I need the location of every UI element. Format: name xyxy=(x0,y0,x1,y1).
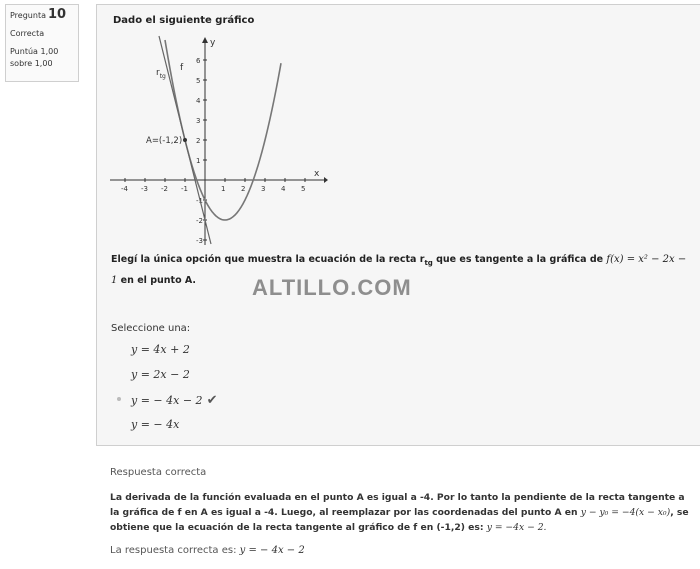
y-tick-label: 1 xyxy=(196,157,201,165)
point-a xyxy=(183,138,187,142)
y-axis-label: y xyxy=(210,38,216,48)
x-tick-label: 5 xyxy=(301,185,306,193)
question-status: Correcta xyxy=(10,29,45,38)
option-2[interactable]: y = 2x − 2 xyxy=(131,368,190,381)
option-3[interactable]: y = − 4x − 2 ✔ xyxy=(131,393,217,411)
y-axis-arrow xyxy=(202,37,208,43)
feedback-explanation: La derivada de la función evaluada en el punto A es igual a -4. Por lo tanto la pendiente de la recta tangente a la gráfica de f en A es igual a -4. Luego, al reemplazar por las coordenadas del punto A en y − y₀ = −4(x − x₀), se obtiene que la ecuación de la recta tangente al gráfico de f en (-1,2) es: y = −4x − 2. xyxy=(110,492,689,533)
option-4[interactable]: y = − 4x xyxy=(131,418,180,431)
selected-radio[interactable] xyxy=(117,397,121,401)
y-tick-label: 5 xyxy=(196,77,201,85)
x-tick-label: 3 xyxy=(261,185,266,193)
y-tick-label: -2 xyxy=(196,217,203,225)
x-axis-label: x xyxy=(314,169,320,179)
x-tick-label: 1 xyxy=(221,185,226,193)
y-tick-label: 2 xyxy=(196,137,201,145)
watermark: ALTILLO.COM xyxy=(252,275,412,300)
question-info-panel xyxy=(5,4,79,82)
function-expression: f(x) = x² − 2x − 1 xyxy=(111,254,687,286)
x-axis-arrow xyxy=(324,177,328,183)
option-1[interactable]: y = 4x + 2 xyxy=(131,343,190,356)
y-tick-label: -1 xyxy=(196,197,203,205)
question-content xyxy=(96,4,700,446)
x-tick-label: 2 xyxy=(241,185,246,193)
y-tick-label: -3 xyxy=(196,237,203,245)
y-tick-label: 6 xyxy=(196,57,201,65)
question-text: Elegí la única opción que muestra la ecuación de la recta $r_{tg}$ que es tangente a la gráfica de f(x) = x² − 2x − 1 en el punto A. xyxy=(111,254,687,286)
feedback-title: Respuesta correcta xyxy=(110,467,207,478)
tangent-label: $r_{tg}$ xyxy=(156,68,166,80)
select-label: Seleccione una: xyxy=(111,323,191,334)
function-graph xyxy=(108,27,328,247)
question-score: Puntúa 1,00 sobre 1,00 xyxy=(10,47,59,68)
x-tick-label: -1 xyxy=(181,185,188,193)
y-tick-label: 3 xyxy=(196,117,201,125)
x-tick-label: 4 xyxy=(281,185,286,193)
correct-answer: La respuesta correcta es: y = − 4x − 2 xyxy=(110,545,305,556)
x-tick-label: -3 xyxy=(141,185,148,193)
point-a-label: A=(-1,2) xyxy=(146,136,183,146)
question-number: Pregunta 10 xyxy=(10,7,67,22)
x-tick-label: -2 xyxy=(161,185,168,193)
question-prompt: Dado el siguiente gráfico xyxy=(113,15,255,26)
y-tick-label: 4 xyxy=(196,97,201,105)
x-tick-label: -4 xyxy=(121,185,128,193)
curve-label: f xyxy=(180,63,184,73)
check-icon: ✔ xyxy=(206,393,218,408)
